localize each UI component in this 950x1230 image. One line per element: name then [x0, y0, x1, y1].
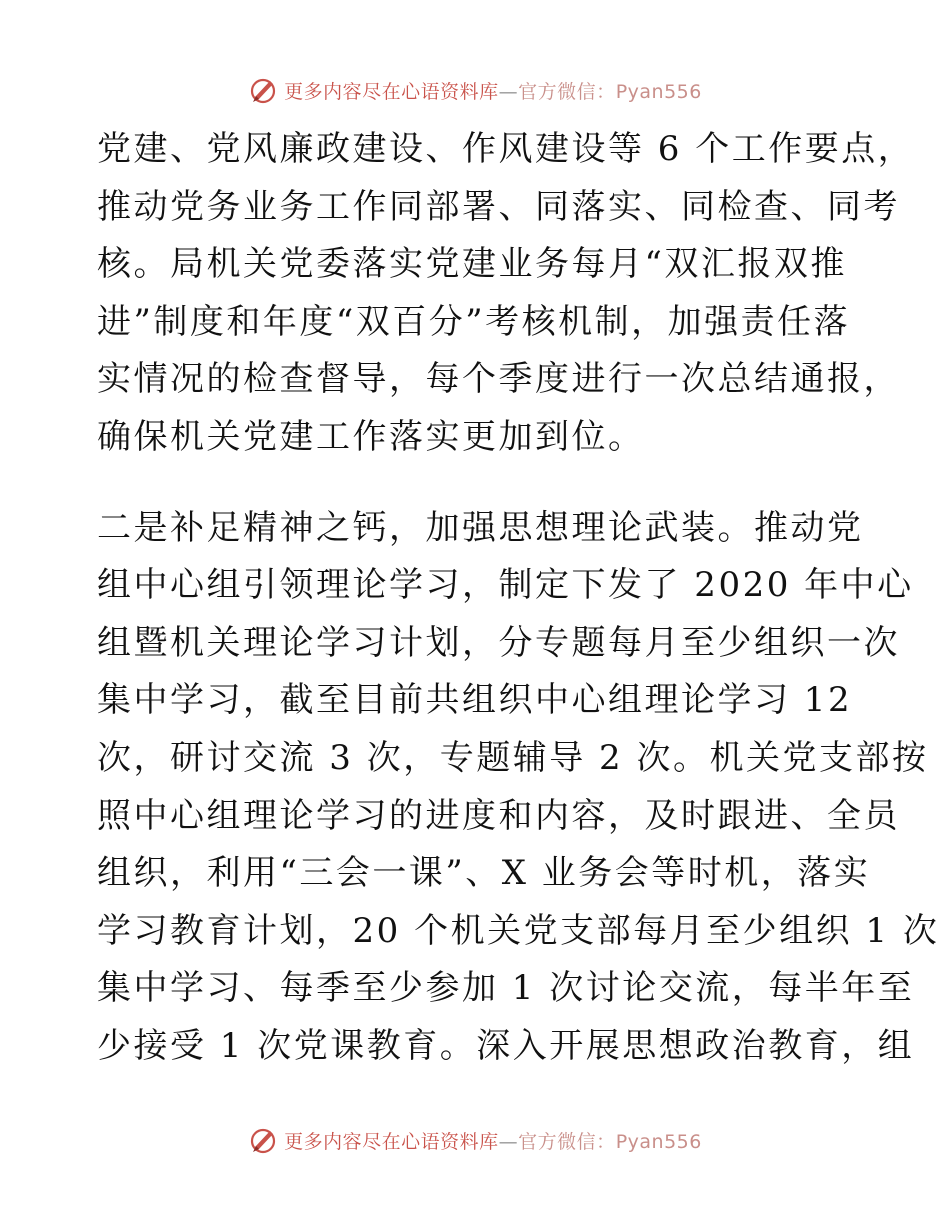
text-line: 少接受 1 次党课教育。深入开展思想政治教育，组 — [97, 1025, 915, 1066]
header-banner-title: 更多内容尽在心语资料库 — [284, 80, 499, 103]
text-line: 确保机关党建工作落实更加到位。 — [97, 416, 645, 457]
header-separator: — — [498, 80, 519, 103]
text-line: 实情况的检查督导，每个季度进行一次总结通报， — [97, 359, 900, 400]
paragraph-2 — [97, 500, 940, 1076]
text-line: 学习教育计划，20 个机关党支部每月至少组织 1 次 — [97, 910, 940, 951]
text-line: 集中学习，截至目前共组织中心组理论学习 12 — [97, 680, 853, 721]
footer-wechat-id: Pyan556 — [615, 1130, 702, 1153]
text-line: 次，研讨交流 3 次，专题辅导 2 次。机关党支部按 — [97, 737, 929, 778]
text-line: 进”制度和年度“双百分”考核机制，加强责任落 — [97, 301, 851, 342]
document-body — [97, 121, 940, 1076]
pen-logo-icon — [248, 75, 278, 105]
pen-logo-icon — [248, 1125, 278, 1155]
text-line: 集中学习、每季至少参加 1 次讨论交流，每半年至 — [97, 968, 915, 1009]
text-line: 推动党务业务工作同部署、同落实、同检查、同考 — [97, 186, 900, 227]
text-line: 组暨机关理论学习计划，分专题每月至少组织一次 — [97, 622, 900, 663]
header-wechat-id: Pyan556 — [615, 80, 702, 103]
footer-banner-title: 更多内容尽在心语资料库 — [284, 1130, 499, 1153]
text-line: 核。局机关党委落实党建业务每月“双汇报双推 — [97, 244, 847, 285]
text-line: 党建、党风廉政建设、作风建设等 6 个工作要点， — [97, 129, 915, 169]
paragraph-1 — [97, 121, 915, 467]
text-line: 照中心组理论学习的进度和内容，及时跟进、全员 — [97, 795, 900, 836]
footer-wechat-label: 官方微信： — [518, 1130, 616, 1153]
text-line: 组织，利用“三会一课”、X 业务会等时机，落实 — [97, 853, 871, 894]
header-wechat-label: 官方微信： — [518, 80, 616, 103]
paragraph-gap — [97, 467, 867, 500]
footer-banner — [0, 1123, 950, 1157]
text-line: 二是补足精神之钙，加强思想理论武装。推动党 — [97, 507, 864, 548]
header-banner-text — [284, 77, 702, 104]
footer-banner-text — [284, 1127, 702, 1154]
footer-separator: — — [498, 1130, 519, 1153]
header-banner — [0, 73, 950, 107]
text-line: 组中心组引领理论学习，制定下发了 2020 年中心 — [97, 565, 914, 606]
